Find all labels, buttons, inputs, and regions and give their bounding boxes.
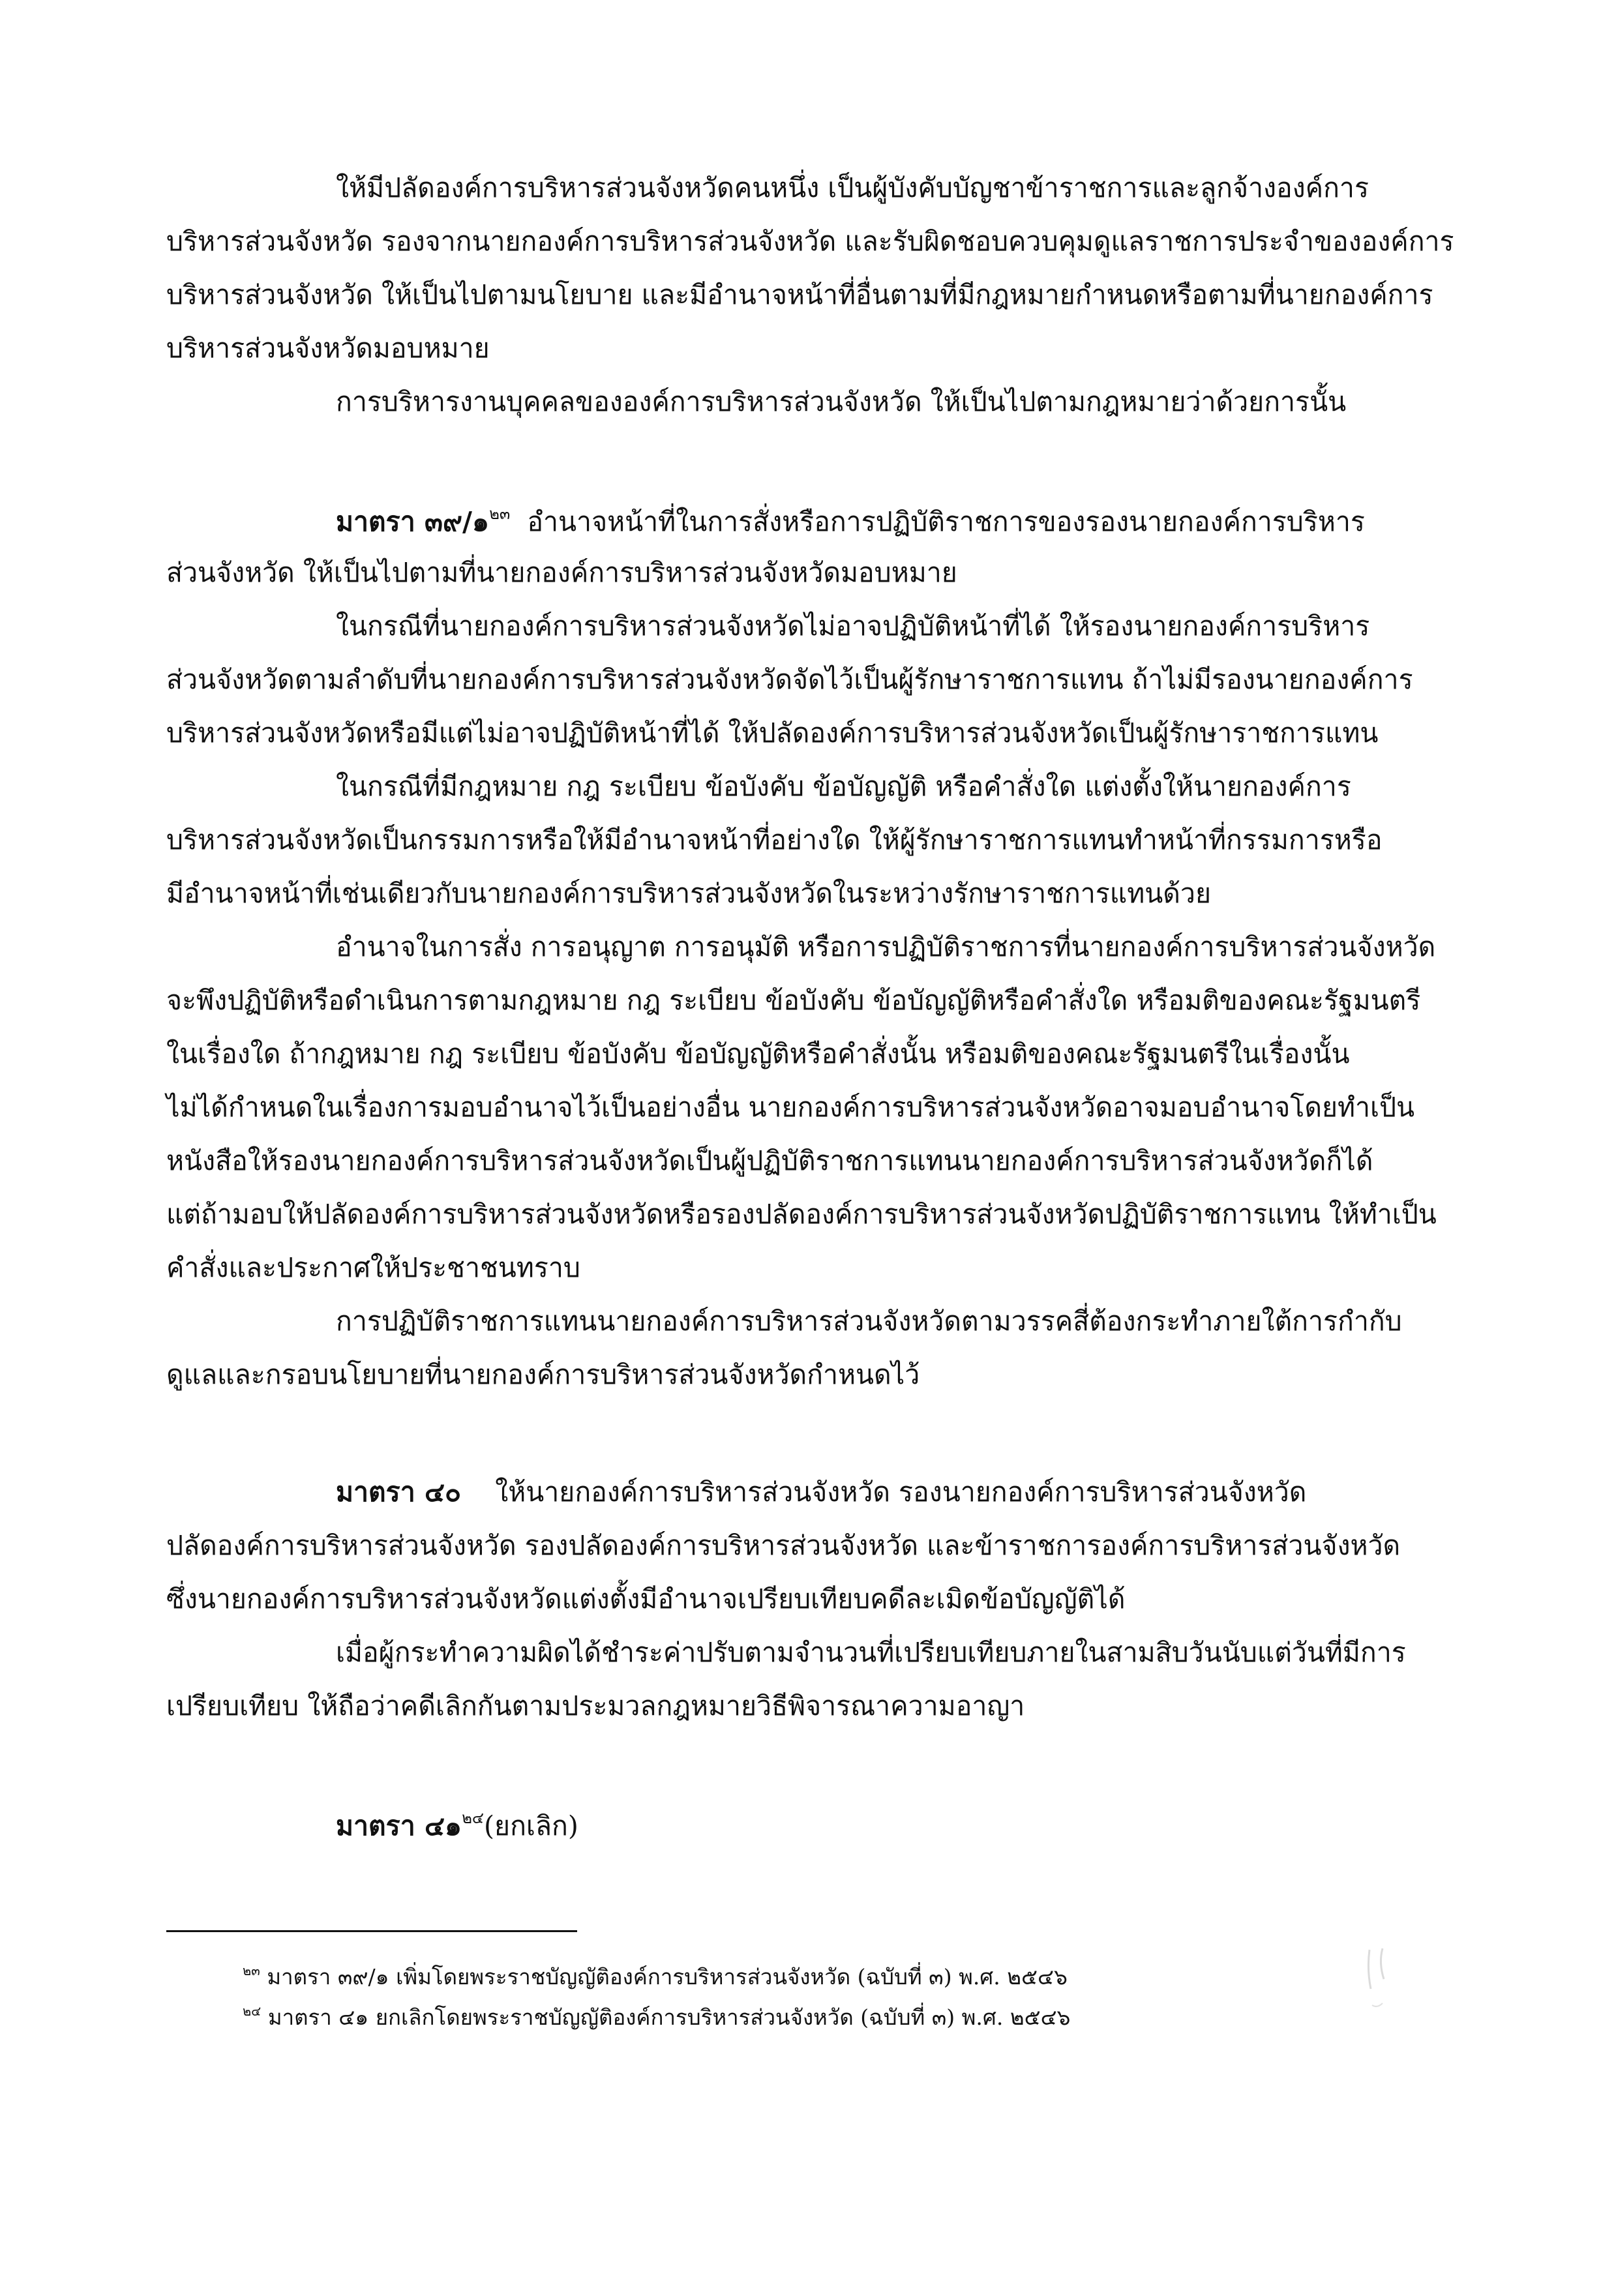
body-line: การบริหารงานบุคคลขององค์การบริหารส่วนจังหวัด ให้เป็นไปตามกฎหมายว่าด้วยการนั้น [336, 386, 1347, 417]
footnote-divider [166, 1930, 577, 1932]
footnote-mark: ๒๓ [243, 1963, 260, 1978]
body-line: บริหารส่วนจังหวัด รองจากนายกองค์การบริหารส่วนจังหวัด และรับผิดชอบควบคุมดูแลราชการประจำขององค์การ [166, 226, 1454, 257]
body-line: ให้มีปลัดองค์การบริหารส่วนจังหวัดคนหนึ่ง เป็นผู้บังคับบัญชาข้าราชการและลูกจ้างองค์การ [336, 172, 1369, 203]
body-text: ให้นายกองค์การบริหารส่วนจังหวัด รองนายกองค์การบริหารส่วนจังหวัด [495, 1476, 1307, 1508]
body-line: เปรียบเทียบ ให้ถือว่าคดีเลิกกันตามประมวลกฎหมายวิธีพิจารณาความอาญา [166, 1690, 1025, 1722]
footnote-marker: ๒๓ [489, 505, 511, 523]
section-39-1-line [336, 506, 1365, 535]
footnote-23 [243, 1964, 1068, 1988]
body-line: คำสั่งและประกาศให้ประชาชนทราบ [166, 1252, 580, 1283]
body-line: บริหารส่วนจังหวัด ให้เป็นไปตามนโยบาย และมีอำนาจหน้าที่อื่นตามที่มีกฎหมายกำหนดหรือตามที่นายกองค์การ [166, 279, 1433, 310]
footnote-24 [243, 2005, 1071, 2028]
section-40-line [336, 1476, 1307, 1508]
body-line: การปฏิบัติราชการแทนนายกองค์การบริหารส่วนจังหวัดตามวรรคสี่ต้องกระทำภายใต้การกำกับ [336, 1305, 1402, 1337]
body-line: ปลัดองค์การบริหารส่วนจังหวัด รองปลัดองค์การบริหารส่วนจังหวัด และข้าราชการองค์การบริหารส่วนจังหวัด [166, 1530, 1401, 1561]
body-line: ในกรณีที่นายกองค์การบริหารส่วนจังหวัดไม่อาจปฏิบัติหน้าที่ได้ ให้รองนายกองค์การบริหาร [336, 610, 1370, 642]
body-line: ในกรณีที่มีกฎหมาย กฎ ระเบียบ ข้อบังคับ ข้อบัญญัติ หรือคำสั่งใด แต่งตั้งให้นายกองค์การ [336, 771, 1351, 802]
footnote-marker: ๒๔ [462, 1809, 485, 1827]
section-heading: มาตรา ๔๐ [336, 1476, 462, 1508]
body-line: หนังสือให้รองนายกองค์การบริหารส่วนจังหวัดเป็นผู้ปฏิบัติราชการแทนนายกองค์การบริหารส่วนจังหวัดก็ได้ [166, 1145, 1373, 1176]
footnote-mark: ๒๔ [243, 2003, 262, 2019]
body-text: (ยกเลิก) [484, 1810, 578, 1841]
body-line: เมื่อผู้กระทำความผิดได้ชำระค่าปรับตามจำนวนที่เปรียบเทียบภายในสามสิบวันนับแต่วันที่มีการ [336, 1637, 1406, 1668]
body-line: แต่ถ้ามอบให้ปลัดองค์การบริหารส่วนจังหวัดหรือรองปลัดองค์การบริหารส่วนจังหวัดปฏิบัติราชการแทน ให้ทำเป็น [166, 1199, 1437, 1230]
body-line: ซึ่งนายกองค์การบริหารส่วนจังหวัดแต่งตั้งมีอำนาจเปรียบเทียบคดีละเมิดข้อบัญญัติได้ [166, 1583, 1126, 1615]
body-line: บริหารส่วนจังหวัดมอบหมาย [166, 333, 490, 364]
body-line: จะพึงปฏิบัติหรือดำเนินการตามกฎหมาย กฎ ระเบียบ ข้อบังคับ ข้อบัญญัติหรือคำสั่งใด หรือมติของคณะรัฐมนตรี [166, 985, 1421, 1016]
section-heading: มาตรา ๔๑ [336, 1810, 462, 1841]
body-line: บริหารส่วนจังหวัดหรือมีแต่ไม่อาจปฏิบัติหน้าที่ได้ ให้ปลัดองค์การบริหารส่วนจังหวัดเป็นผู้รักษาราชการแทน [166, 717, 1379, 749]
section-41-line [336, 1810, 578, 1840]
body-line: มีอำนาจหน้าที่เช่นเดียวกับนายกองค์การบริหารส่วนจังหวัดในระหว่างรักษาราชการแทนด้วย [166, 878, 1211, 909]
scan-mark [1363, 1943, 1393, 2021]
body-line: บริหารส่วนจังหวัดเป็นกรรมการหรือให้มีอำนาจหน้าที่อย่างใด ให้ผู้รักษาราชการแทนทำหน้าที่กรรมการหรือ [166, 824, 1383, 856]
footnote-text: มาตรา ๓๙/๑ เพิ่มโดยพระราชบัญญัติองค์การบริหารส่วนจังหวัด (ฉบับที่ ๓) พ.ศ. ๒๕๔๖ [267, 1964, 1068, 1990]
body-line: อำนาจในการสั่ง การอนุญาต การอนุมัติ หรือการปฏิบัติราชการที่นายกองค์การบริหารส่วนจังหวัด [336, 931, 1436, 962]
body-text: อำนาจหน้าที่ในการสั่งหรือการปฏิบัติราชการของรองนายกองค์การบริหาร [527, 506, 1365, 537]
body-line: ส่วนจังหวัดตามลำดับที่นายกองค์การบริหารส่วนจังหวัดจัดไว้เป็นผู้รักษาราชการแทน ถ้าไม่มีรองนายกองค์การ [166, 664, 1413, 695]
body-line: ในเรื่องใด ถ้ากฎหมาย กฎ ระเบียบ ข้อบังคับ ข้อบัญญัติหรือคำสั่งนั้น หรือมติของคณะรัฐมนตรีในเรื่องนั้น [166, 1038, 1350, 1069]
section-heading: มาตรา ๓๙/๑ [336, 506, 490, 537]
body-line: ไม่ได้กำหนดในเรื่องการมอบอำนาจไว้เป็นอย่างอื่น นายกองค์การบริหารส่วนจังหวัดอาจมอบอำนาจโดยทำเป็น [166, 1092, 1415, 1123]
footnote-text: มาตรา ๔๑ ยกเลิกโดยพระราชบัญญัติองค์การบริหารส่วนจังหวัด (ฉบับที่ ๓) พ.ศ. ๒๕๔๖ [267, 2005, 1071, 2030]
body-line: ดูแลและกรอบนโยบายที่นายกองค์การบริหารส่วนจังหวัดกำหนดไว้ [166, 1359, 920, 1390]
body-line: ส่วนจังหวัด ให้เป็นไปตามที่นายกองค์การบริหารส่วนจังหวัดมอบหมาย [166, 557, 957, 588]
